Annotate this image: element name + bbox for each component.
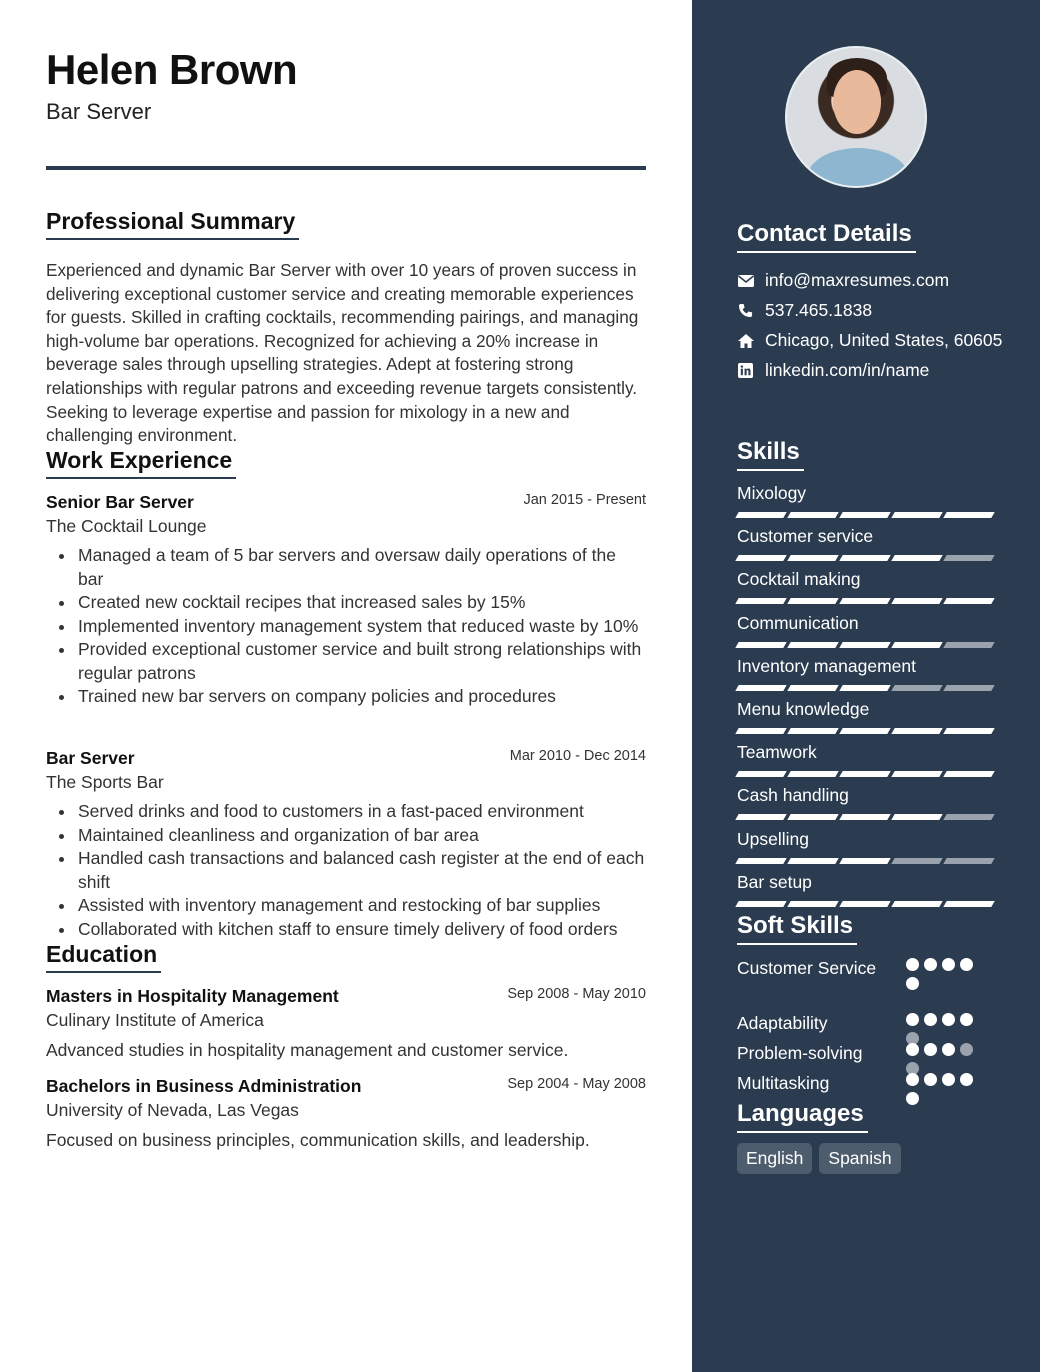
profile-photo: [785, 46, 927, 188]
rating-segment: [891, 555, 942, 561]
rating-segment: [839, 901, 890, 907]
rating-dot: [960, 1043, 973, 1056]
rating-segment: [891, 771, 942, 777]
rating-segment: [839, 555, 890, 561]
header-divider: [46, 166, 646, 170]
bullet-item: Trained new bar servers on company policies and procedures: [46, 685, 646, 709]
bullet-item: Collaborated with kitchen staff to ensure timely delivery of food orders: [46, 918, 646, 942]
bullet-item: Assisted with inventory management and restocking of bar supplies: [46, 894, 646, 918]
education-entry: [46, 1076, 646, 1151]
rating-segment: [943, 728, 994, 734]
degree-title: Masters in Hospitality Management: [46, 986, 339, 1006]
skill-label: Menu knowledge: [737, 699, 870, 719]
skill-item: [737, 526, 995, 561]
job-date: Mar 2010 - Dec 2014: [509, 748, 646, 764]
skill-label: Upselling: [737, 828, 809, 849]
photo-face: [833, 70, 881, 134]
rating-dot: [960, 1073, 973, 1086]
skill-label: Teamwork: [737, 742, 817, 763]
language-chip: Spanish: [819, 1143, 900, 1174]
rating-segment: [839, 512, 890, 518]
education-date: Sep 2004 - May 2008: [507, 1076, 646, 1092]
degree-title: Bachelors in Business Administration: [46, 1076, 362, 1096]
rating-segment: [943, 512, 994, 518]
bullet-item: Served drinks and food to customers in a fast-paced environment: [46, 800, 646, 824]
soft-skill-item: [737, 1011, 997, 1035]
rating-segment: [891, 728, 942, 734]
rating-segment: [787, 555, 838, 561]
skill-rating: [737, 814, 995, 820]
skill-item: [737, 613, 995, 648]
education-date: Sep 2008 - May 2010: [507, 986, 646, 1002]
rating-segment: [891, 642, 942, 648]
rating-segment: [787, 512, 838, 518]
job-bullets: [46, 544, 646, 709]
bullet-item: Provided exceptional customer service and built strong relationships with regular patrons: [46, 638, 646, 685]
bullet-item: Implemented inventory management system that reduced waste by 10%: [46, 615, 646, 639]
contact-address: [737, 329, 1027, 352]
soft-skills-heading: Soft Skills: [737, 912, 857, 945]
contact-phone[interactable]: [737, 299, 1027, 322]
bullet-item: Maintained cleanliness and organization of bar area: [46, 824, 646, 848]
photo-shirt: [807, 148, 909, 188]
soft-skill-label: Adaptability: [737, 1013, 828, 1033]
rating-segment: [787, 642, 838, 648]
education-entry: [46, 986, 646, 1061]
rating-segment: [735, 728, 786, 734]
phone-icon: [737, 302, 754, 319]
rating-segment: [839, 642, 890, 648]
rating-segment: [891, 512, 942, 518]
skills-heading: Skills: [737, 438, 804, 471]
skill-label: Bar setup: [737, 871, 812, 892]
rating-segment: [735, 771, 786, 777]
contact-linkedin[interactable]: [737, 359, 1027, 382]
rating-segment: [735, 555, 786, 561]
rating-segment: [787, 728, 838, 734]
rating-segment: [735, 858, 786, 864]
skill-rating: [737, 685, 995, 691]
rating-segment: [839, 598, 890, 604]
rating-dot: [906, 1073, 919, 1086]
rating-segment: [839, 858, 890, 864]
bullet-item: Created new cocktail recipes that increased sales by 15%: [46, 591, 646, 615]
rating-dot: [942, 1043, 955, 1056]
linkedin-icon: [737, 362, 754, 379]
contact-email[interactable]: [737, 269, 1027, 292]
rating-segment: [787, 858, 838, 864]
rating-segment: [839, 728, 890, 734]
languages-heading: Languages: [737, 1100, 868, 1133]
rating-dot: [942, 1073, 955, 1086]
rating-dot: [960, 1013, 973, 1026]
rating-segment: [891, 814, 942, 820]
rating-segment: [891, 685, 942, 691]
rating-dot: [924, 1073, 937, 1086]
bullet-item: Managed a team of 5 bar servers and oversaw daily operations of the bar: [46, 544, 646, 591]
rating-dot: [924, 1043, 937, 1056]
rating-segment: [891, 598, 942, 604]
skill-rating: [737, 555, 995, 561]
rating-dot: [906, 958, 919, 971]
rating-segment: [839, 685, 890, 691]
rating-segment: [735, 512, 786, 518]
experience-heading: Work Experience: [46, 447, 236, 479]
skill-rating: [737, 901, 995, 907]
soft-skill-item: [737, 1041, 997, 1065]
skill-rating: [737, 858, 995, 864]
soft-skill-rating: [906, 958, 986, 990]
rating-dot: [960, 958, 973, 971]
soft-skill-label: Multitasking: [737, 1073, 830, 1093]
skill-label: Communication: [737, 612, 859, 633]
skill-item: [737, 656, 995, 691]
education-heading: Education: [46, 941, 161, 973]
education-description: Focused on business principles, communication skills, and leadership.: [46, 1130, 590, 1150]
rating-segment: [787, 685, 838, 691]
rating-dot: [942, 1013, 955, 1026]
skill-rating: [737, 771, 995, 777]
school-name: University of Nevada, Las Vegas: [46, 1100, 299, 1120]
skill-item: [737, 569, 995, 604]
address-text: Chicago, United States, 60605: [765, 330, 1003, 350]
rating-dot: [924, 958, 937, 971]
rating-segment: [735, 814, 786, 820]
skill-rating: [737, 642, 995, 648]
job-entry: [46, 748, 646, 941]
bullet-item: Handled cash transactions and balanced cash register at the end of each shift: [46, 847, 646, 894]
contact-heading: Contact Details: [737, 220, 916, 253]
rating-segment: [839, 814, 890, 820]
linkedin-text: linkedin.com/in/name: [765, 360, 930, 380]
rating-segment: [943, 642, 994, 648]
skill-rating: [737, 512, 995, 518]
rating-segment: [787, 901, 838, 907]
rating-segment: [943, 598, 994, 604]
skill-label: Inventory management: [737, 655, 916, 676]
rating-segment: [943, 858, 994, 864]
rating-segment: [787, 814, 838, 820]
rating-dot: [924, 1013, 937, 1026]
rating-segment: [735, 901, 786, 907]
rating-dot: [906, 1013, 919, 1026]
languages-list: [737, 1143, 901, 1174]
rating-segment: [735, 598, 786, 604]
job-bullets: [46, 800, 646, 941]
rating-dot: [906, 1092, 919, 1105]
skill-item: [737, 483, 995, 518]
summary-text: Experienced and dynamic Bar Server with over 10 years of proven success in delivering exceptional customer service and creating memorable experiences for guests. Skilled in crafting cocktails, recommending pairings, and managing high-volume bar operations. Recognized for achieving a 20% increase in beverage sales through upselling strategies. Adept at fostering strong relationships with regular patrons and exceeding revenue targets consistently. Seeking to leverage expertise and passion for mixology in a new and challenging environment.: [46, 260, 639, 446]
skill-item: [737, 742, 995, 777]
rating-segment: [735, 685, 786, 691]
soft-skill-item: [737, 956, 997, 980]
rating-dot: [906, 977, 919, 990]
skill-rating: [737, 728, 995, 734]
soft-skill-item: [737, 1071, 997, 1095]
skill-label: Customer service: [737, 526, 874, 547]
language-chip: English: [737, 1143, 812, 1174]
candidate-role: Bar Server: [46, 99, 152, 124]
education-description: Advanced studies in hospitality management and customer service.: [46, 1040, 569, 1060]
skill-item: [737, 872, 995, 907]
school-name: Culinary Institute of America: [46, 1010, 264, 1030]
job-date: Jan 2015 - Present: [523, 492, 646, 508]
email-text: info@maxresumes.com: [765, 270, 950, 290]
rating-segment: [787, 771, 838, 777]
rating-segment: [735, 642, 786, 648]
job-title: Bar Server: [46, 748, 135, 768]
candidate-name: Helen Brown: [46, 46, 298, 93]
rating-segment: [787, 598, 838, 604]
skill-label: Cocktail making: [737, 569, 861, 590]
job-title: Senior Bar Server: [46, 492, 194, 512]
rating-segment: [943, 814, 994, 820]
job-employer: The Sports Bar: [46, 772, 164, 792]
home-icon: [737, 332, 754, 349]
rating-segment: [943, 555, 994, 561]
rating-dot: [906, 1043, 919, 1056]
skill-label: Cash handling: [737, 785, 849, 806]
rating-dot: [942, 958, 955, 971]
rating-segment: [839, 771, 890, 777]
job-entry: [46, 492, 646, 709]
soft-skill-label: Customer Service: [737, 958, 877, 978]
rating-segment: [943, 685, 994, 691]
skill-item: [737, 829, 995, 864]
rating-segment: [943, 901, 994, 907]
phone-text: 537.465.1838: [765, 300, 873, 320]
skill-rating: [737, 598, 995, 604]
envelope-icon: [737, 272, 754, 289]
soft-skill-label: Problem-solving: [737, 1043, 863, 1063]
rating-segment: [891, 858, 942, 864]
summary-heading: Professional Summary: [46, 208, 299, 240]
skill-item: [737, 785, 995, 820]
skill-item: [737, 699, 995, 734]
contact-list: [737, 269, 1027, 389]
rating-segment: [891, 901, 942, 907]
rating-segment: [943, 771, 994, 777]
skill-label: Mixology: [737, 483, 807, 503]
job-employer: The Cocktail Lounge: [46, 516, 207, 536]
soft-skill-rating: [906, 1073, 986, 1105]
